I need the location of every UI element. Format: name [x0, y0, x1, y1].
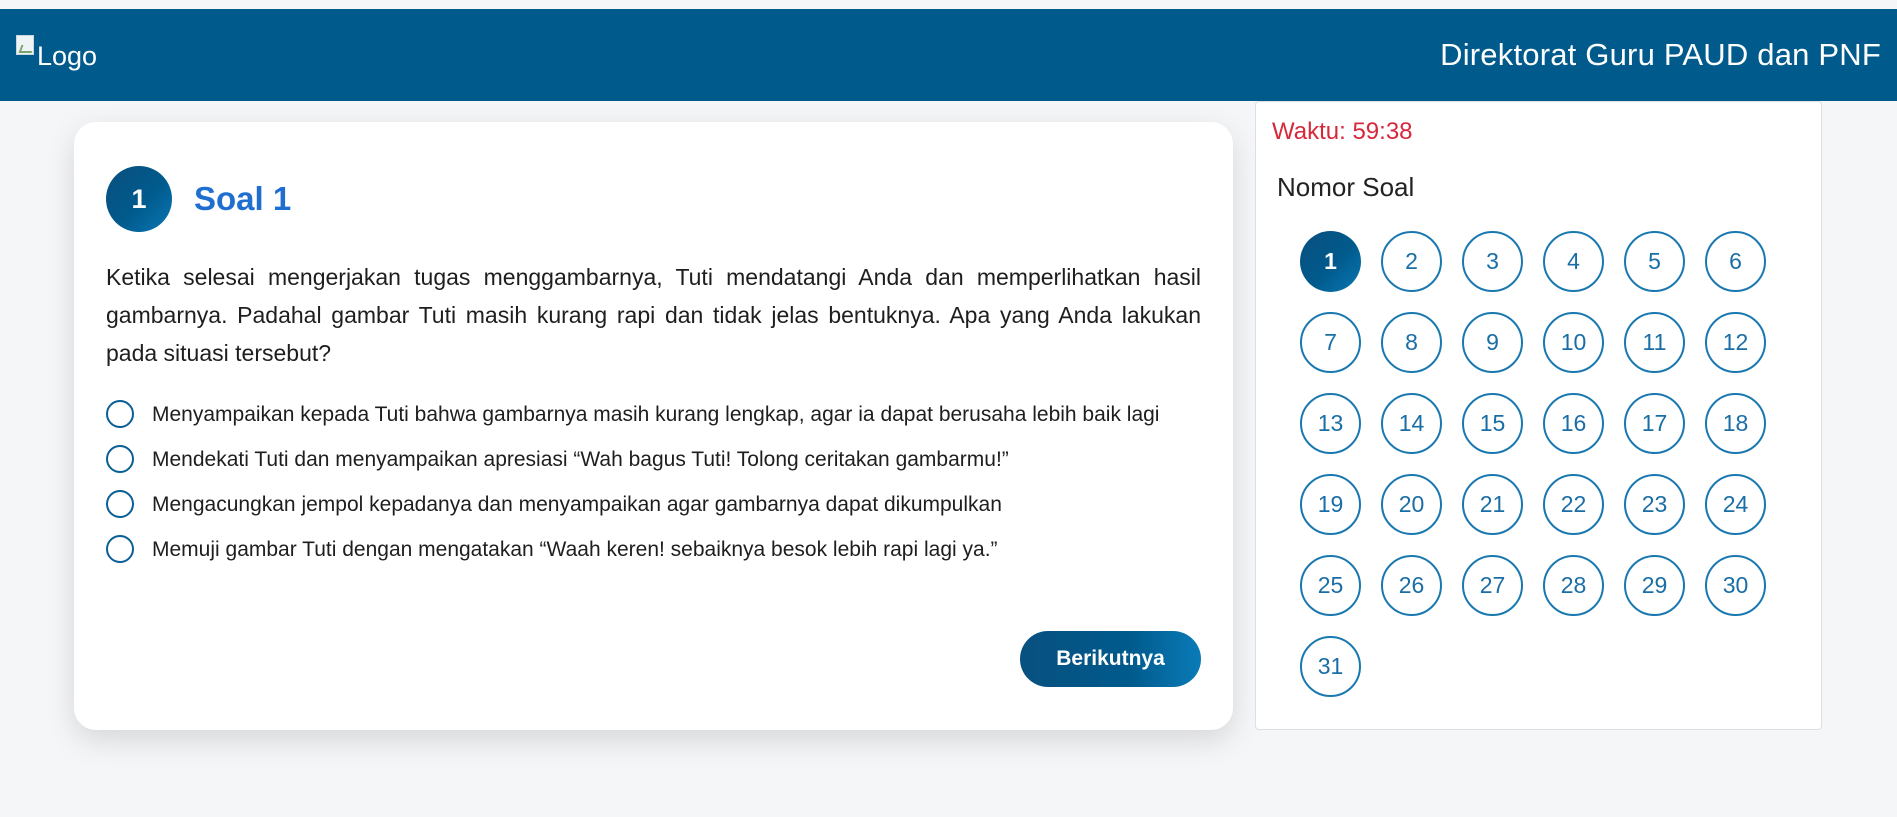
question-number-button-28[interactable]: 28 — [1543, 555, 1604, 616]
option-text: Mengacungkan jempol kepadanya dan menyampaikan agar gambarnya dapat dikumpulkan — [152, 493, 1002, 516]
question-number-button-29[interactable]: 29 — [1624, 555, 1685, 616]
question-card — [74, 122, 1233, 730]
navigation-title: Nomor Soal — [1277, 172, 1415, 202]
organization-name: Direktorat Guru PAUD dan PNF — [1440, 37, 1881, 72]
option-text: Menyampaikan kepada Tuti bahwa gambarnya masih kurang lengkap, agar ia dapat berusaha lebih baik lagi — [152, 403, 1160, 426]
question-number-button-17[interactable]: 17 — [1624, 393, 1685, 454]
question-number-button-6[interactable]: 6 — [1705, 231, 1766, 292]
question-number-button-15[interactable]: 15 — [1462, 393, 1523, 454]
radio-button[interactable] — [106, 535, 134, 563]
question-number-button-24[interactable]: 24 — [1705, 474, 1766, 535]
question-number-button-4[interactable]: 4 — [1543, 231, 1604, 292]
next-button[interactable]: Berikutnya — [1020, 631, 1201, 687]
question-number-button-10[interactable]: 10 — [1543, 312, 1604, 373]
question-number-button-9[interactable]: 9 — [1462, 312, 1523, 373]
question-number-button-30[interactable]: 30 — [1705, 555, 1766, 616]
question-number-button-13[interactable]: 13 — [1300, 393, 1361, 454]
question-number-button-3[interactable]: 3 — [1462, 231, 1523, 292]
question-number-button-11[interactable]: 11 — [1624, 312, 1685, 373]
question-number-button-18[interactable]: 18 — [1705, 393, 1766, 454]
question-number-button-27[interactable]: 27 — [1462, 555, 1523, 616]
question-title: Soal 1 — [194, 180, 292, 217]
broken-image-icon — [16, 35, 34, 55]
question-navigation-panel — [1255, 101, 1822, 730]
question-number-button-23[interactable]: 23 — [1624, 474, 1685, 535]
question-number-button-20[interactable]: 20 — [1381, 474, 1442, 535]
question-number-button-19[interactable]: 19 — [1300, 474, 1361, 535]
answer-option-b[interactable] — [106, 443, 1201, 477]
logo[interactable] — [16, 41, 97, 72]
question-text: Ketika selesai mengerjakan tugas menggambarnya, Tuti mendatangi Anda dan memperlihatkan hasil gambarnya. Padahal gambar Tuti masih kurang rapi dan tidak jelas bentuknya. Apa yang Anda lakukan pada situasi tersebut? — [106, 264, 1201, 366]
question-number-button-7[interactable]: 7 — [1300, 312, 1361, 373]
question-header — [106, 166, 1201, 232]
option-text: Mendekati Tuti dan menyampaikan apresiasi “Wah bagus Tuti! Tolong ceritakan gambarmu!” — [152, 448, 1009, 471]
radio-button[interactable] — [106, 445, 134, 473]
question-number-badge: 1 — [106, 166, 172, 232]
question-number-button-2[interactable]: 2 — [1381, 231, 1442, 292]
question-number-grid — [1300, 231, 1805, 697]
question-number-button-8[interactable]: 8 — [1381, 312, 1442, 373]
radio-button[interactable] — [106, 490, 134, 518]
logo-alt-text: Logo — [37, 40, 98, 71]
question-number-button-16[interactable]: 16 — [1543, 393, 1604, 454]
answer-option-c[interactable] — [106, 488, 1201, 522]
radio-button[interactable] — [106, 400, 134, 428]
option-text: Memuji gambar Tuti dengan mengatakan “Waah keren! sebaiknya besok lebih rapi lagi ya.” — [152, 538, 998, 561]
question-number-button-21[interactable]: 21 — [1462, 474, 1523, 535]
question-number-button-12[interactable]: 12 — [1705, 312, 1766, 373]
answer-options — [106, 398, 1201, 567]
timer: Waktu: 59:38 — [1272, 118, 1413, 145]
question-number-button-1[interactable]: 1 — [1300, 231, 1361, 292]
question-number-button-26[interactable]: 26 — [1381, 555, 1442, 616]
question-number-button-5[interactable]: 5 — [1624, 231, 1685, 292]
question-number-button-31[interactable]: 31 — [1300, 636, 1361, 697]
top-header — [0, 9, 1897, 101]
answer-option-d[interactable] — [106, 533, 1201, 567]
question-number-button-25[interactable]: 25 — [1300, 555, 1361, 616]
answer-option-a[interactable] — [106, 398, 1201, 432]
question-number-button-14[interactable]: 14 — [1381, 393, 1442, 454]
question-number-button-22[interactable]: 22 — [1543, 474, 1604, 535]
